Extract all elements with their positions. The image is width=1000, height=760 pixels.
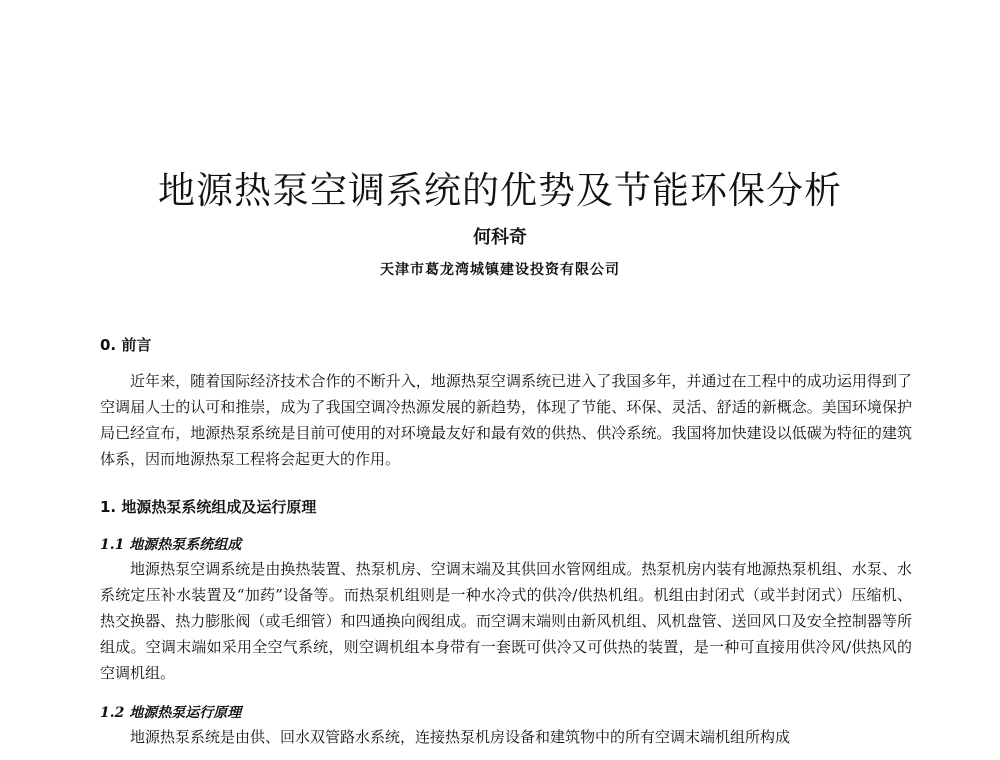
subsection-heading-operating-principle: 1.2 地源热泵运行原理 <box>100 705 242 721</box>
paragraph-operating-principle: 地源热泵系统是由供、回水双管路水系统，连接热泵机房设备和建筑物中的所有空调末端机组所构成 <box>130 728 791 746</box>
section-heading-preface: 0. 前言 <box>100 336 152 354</box>
section-heading-composition-principle: 1. 地源热泵系统组成及运行原理 <box>100 498 317 516</box>
paragraph-preface: 近年来，随着国际经济技术合作的不断升入，地源热泵空调系统已进入了我国多年，并通过在工程中的成功运用得到了空调届人士的认可和推崇，成为了我国空调冷热源发展的新趋势，体现了节能、环保、灵活、舒适的新概念。美国环境保护局已经宣布，地源热泵系统是目前可使用的对环境最友好和最有效的供热、供冷系统。我国将加快建设以低碳为特征的建筑体系，因而地源热泵工程将会起更大的作用。 <box>100 372 912 468</box>
paper-title: 地源热泵空调系统的优势及节能环保分析 <box>158 169 842 212</box>
author-affiliation: 天津市葛龙湾城镇建设投资有限公司 <box>380 262 620 278</box>
subsection-heading-system-composition: 1.1 地源热泵系统组成 <box>100 537 242 553</box>
paragraph-system-composition: 地源热泵空调系统是由换热装置、热泵机房、空调末端及其供回水管网组成。热泵机房内装有地源热泵机组、水泵、水系统定压补水装置及“加药”设备等。而热泵机组则是一种水冷式的供冷/供热机组。机组由封闭式（或半封闭式）压缩机、热交换器、热力膨胀阀（或毛细管）和四通换向阀组成。而空调末端则由新风机组、风机盘管、送回风口及安全控制器等所组成。空调末端如采用全空气系统，则空调机组本身带有一套既可供冷又可供热的装置，是一种可直接用供冷风/供热风的空调机组。 <box>100 560 912 682</box>
author-name: 何科奇 <box>473 227 527 248</box>
